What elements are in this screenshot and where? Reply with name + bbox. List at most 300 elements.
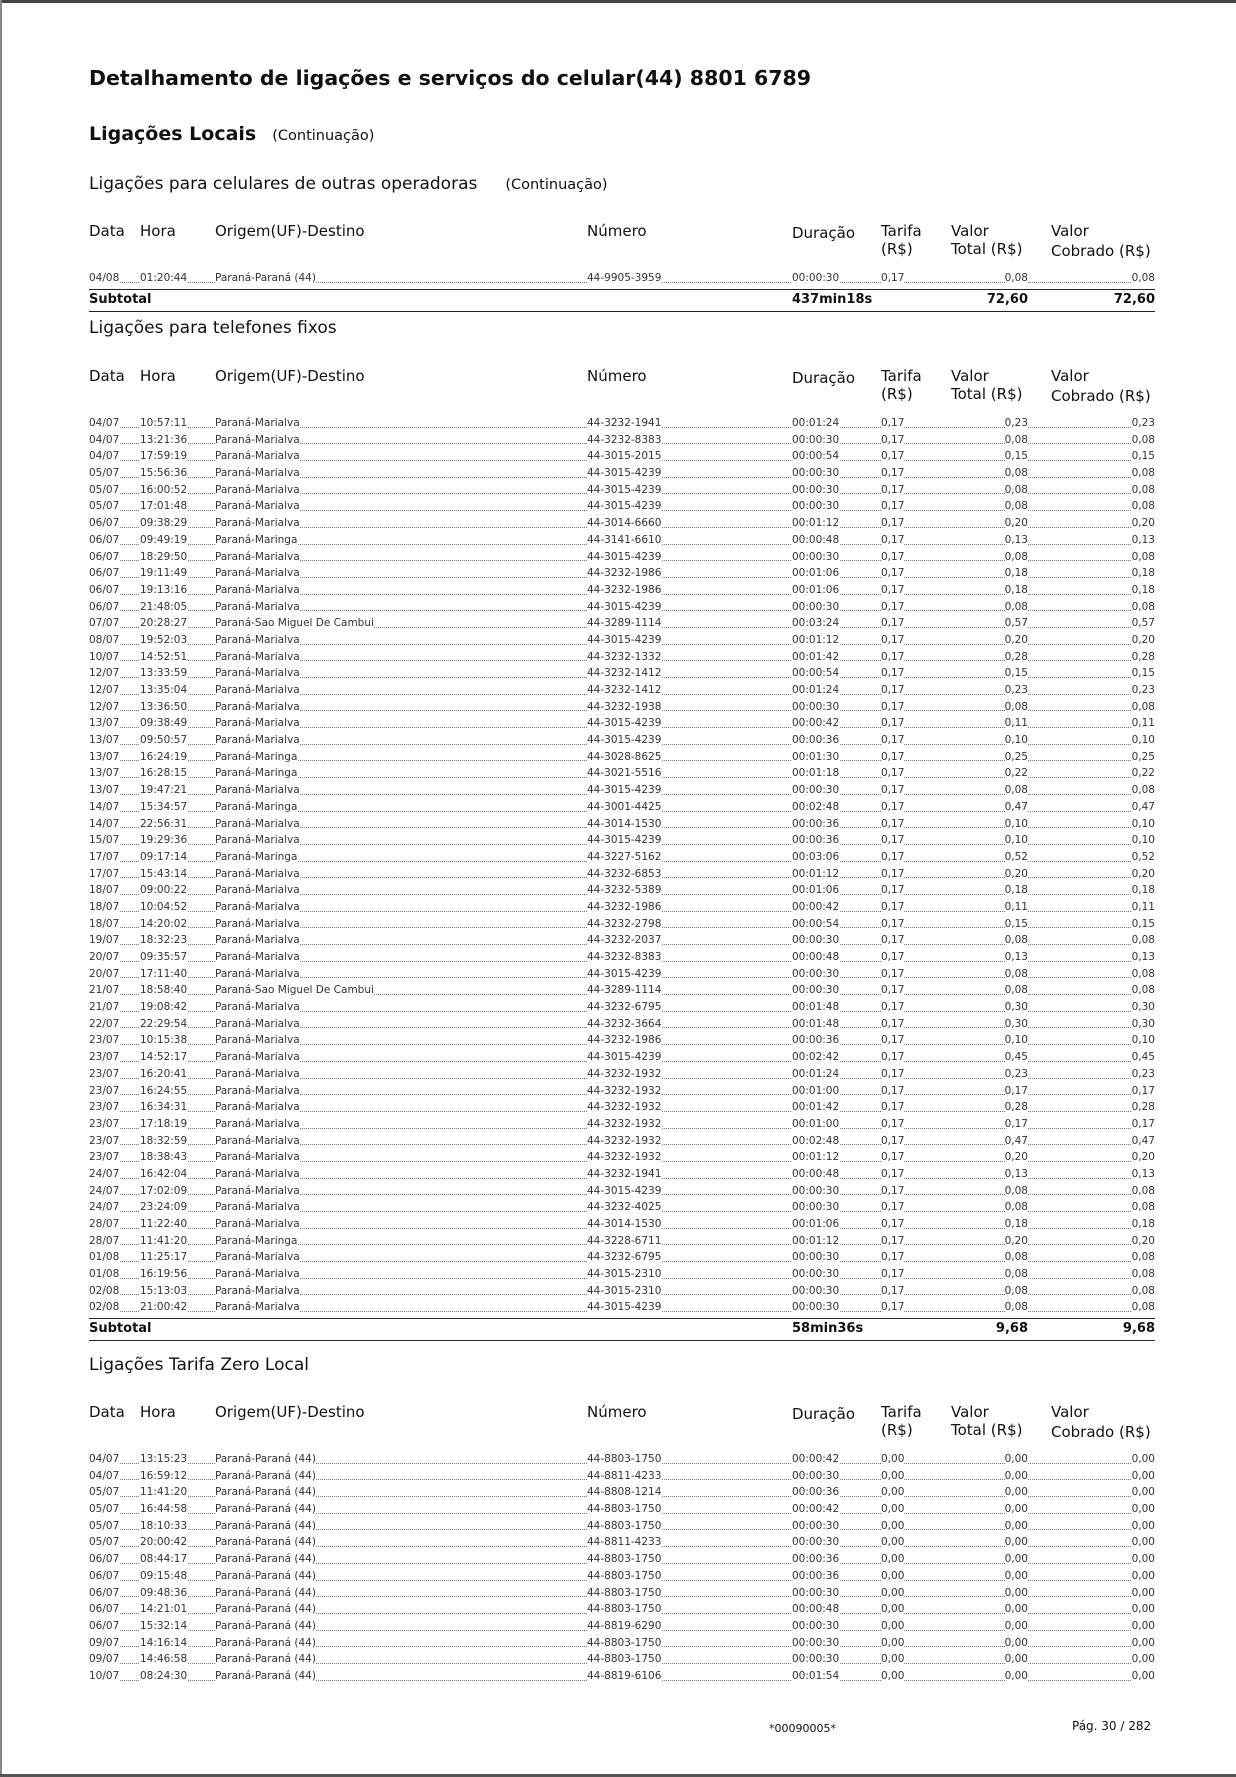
- cell-duracao: 00:02:48: [792, 1134, 840, 1147]
- cell-data: 06/07: [89, 1619, 120, 1632]
- cell-data: 24/07: [89, 1184, 120, 1197]
- cell-duracao: 00:00:30: [792, 1586, 840, 1599]
- cell-data: 05/07: [89, 467, 120, 480]
- cell-numero: 44-3141-6610: [587, 533, 662, 546]
- cell-origem-destino: Paraná-Paraná (44): [215, 1486, 316, 1499]
- cell-valor-cobrado: 0,00: [1131, 1586, 1155, 1599]
- cell-origem-destino: Paraná-Marialva: [215, 784, 300, 797]
- cell-data: 12/07: [89, 700, 120, 713]
- header-valor-total-unit: Total (R$): [951, 1421, 1023, 1439]
- cell-tarifa: 0,17: [881, 984, 905, 997]
- cell-valor-total: 0,23: [1004, 1067, 1028, 1080]
- table-row: [89, 1216, 1155, 1233]
- cell-hora: 09:35:57: [140, 951, 188, 963]
- table-row: [89, 1283, 1155, 1300]
- cell-data: 08/07: [89, 633, 120, 646]
- cell-valor-total: 0,20: [1004, 633, 1028, 646]
- cell-hora: 15:56:36: [140, 467, 188, 480]
- table-row: [89, 1484, 1155, 1501]
- cell-valor-cobrado: 0,15: [1131, 917, 1155, 930]
- cell-duracao: 00:01:30: [792, 750, 840, 763]
- cell-duracao: 00:01:42: [792, 650, 840, 663]
- cell-tarifa: 0,17: [881, 533, 905, 546]
- cell-valor-cobrado: 0,11: [1131, 717, 1155, 730]
- cell-valor-total: 0,00: [1004, 1519, 1028, 1532]
- cell-hora: 11:41:20: [140, 1486, 188, 1499]
- cell-numero: 44-3232-1986: [587, 900, 662, 913]
- cell-hora: 17:18:19: [140, 1117, 188, 1130]
- cell-duracao: 00:03:24: [792, 617, 840, 630]
- cell-valor-cobrado: 0,10: [1131, 734, 1155, 747]
- cell-numero: 44-8803-1750: [587, 1586, 662, 1599]
- cell-valor-cobrado: 0,00: [1131, 1553, 1155, 1566]
- cell-tarifa: 0,17: [881, 834, 905, 847]
- cell-duracao: 00:00:30: [792, 700, 840, 713]
- cell-valor-total: 0,00: [1004, 1469, 1028, 1482]
- cell-hora: 09:38:29: [140, 517, 188, 530]
- header-tarifa-unit: (R$): [881, 1421, 913, 1439]
- cell-valor-total: 0,00: [1004, 1553, 1028, 1566]
- cell-duracao: 00:00:36: [792, 834, 840, 847]
- cell-hora: 16:00:52: [140, 483, 188, 496]
- cell-numero: 44-3232-8383: [587, 951, 662, 963]
- cell-origem-destino: Paraná-Marialva: [215, 900, 300, 913]
- table-row: [89, 699, 1155, 716]
- cell-origem-destino: Paraná-Maringa: [215, 850, 298, 863]
- cell-numero: 44-3232-4025: [587, 1201, 662, 1214]
- cell-tarifa: 0,17: [881, 1184, 905, 1197]
- cell-tarifa: 0,17: [881, 750, 905, 763]
- cell-valor-cobrado: 0,10: [1131, 1034, 1155, 1047]
- cell-numero: 44-3232-1941: [587, 1167, 662, 1180]
- cell-numero: 44-3015-4239: [587, 834, 662, 847]
- cell-valor-total: 0,52: [1004, 850, 1028, 863]
- cell-duracao: 00:00:48: [792, 1603, 840, 1616]
- cell-data: 28/07: [89, 1218, 120, 1230]
- table-row: [89, 1501, 1155, 1518]
- cell-valor-cobrado: 0,30: [1131, 1001, 1155, 1014]
- cell-origem-destino: Paraná-Marialva: [215, 684, 300, 696]
- table-row: [89, 582, 1155, 599]
- cell-tarifa: 0,17: [881, 583, 905, 596]
- cell-valor-cobrado: 0,28: [1131, 650, 1155, 663]
- cell-valor-total: 0,08: [1004, 984, 1028, 997]
- cell-data: 04/07: [89, 433, 120, 446]
- cell-hora: 09:49:19: [140, 533, 188, 546]
- cell-hora: 14:16:14: [140, 1636, 188, 1649]
- cell-hora: 19:52:03: [140, 633, 188, 646]
- cell-origem-destino: Paraná-Marialva: [215, 934, 300, 947]
- table-row: [89, 1468, 1155, 1485]
- cell-numero: 44-3015-2310: [587, 1284, 662, 1297]
- table-row: [89, 749, 1155, 766]
- subtotal-duracao: 58min36s: [792, 1321, 864, 1337]
- cell-tarifa: 0,17: [881, 467, 905, 480]
- cell-numero: 44-9905-3959: [587, 272, 662, 284]
- cell-tarifa: 0,00: [881, 1669, 905, 1682]
- cell-origem-destino: Paraná-Paraná (44): [215, 1553, 316, 1566]
- cell-tarifa: 0,17: [881, 1101, 905, 1114]
- table-row: [89, 682, 1155, 699]
- cell-numero: 44-3015-4239: [587, 967, 662, 980]
- cell-data: 17/07: [89, 867, 120, 880]
- table-header: [89, 222, 1155, 270]
- cell-valor-cobrado: 0,20: [1131, 517, 1155, 530]
- table-row: [89, 448, 1155, 465]
- cell-valor-total: 0,00: [1004, 1636, 1028, 1649]
- cell-origem-destino: Paraná-Marialva: [215, 1067, 300, 1080]
- cell-hora: 18:58:40: [140, 984, 188, 997]
- cell-valor-cobrado: 0,08: [1131, 500, 1155, 513]
- cell-tarifa: 0,00: [881, 1519, 905, 1532]
- cell-origem-destino: Paraná-Marialva: [215, 1134, 300, 1147]
- cell-duracao: 00:00:30: [792, 1519, 840, 1532]
- cell-valor-cobrado: 0,15: [1131, 667, 1155, 680]
- cell-duracao: 00:02:42: [792, 1051, 840, 1064]
- cell-data: 18/07: [89, 884, 120, 897]
- cell-numero: 44-3228-6711: [587, 1234, 662, 1247]
- cell-tarifa: 0,17: [881, 900, 905, 913]
- cell-numero: 44-3289-1114: [587, 984, 662, 997]
- cell-valor-total: 0,00: [1004, 1653, 1028, 1666]
- cell-valor-cobrado: 0,00: [1131, 1469, 1155, 1482]
- section-title-text: Ligações Locais: [89, 123, 257, 145]
- cell-data: 23/07: [89, 1117, 120, 1130]
- cell-origem-destino: Paraná-Marialva: [215, 417, 300, 429]
- table-row: [89, 1618, 1155, 1635]
- cell-numero: 44-3015-4239: [587, 1051, 662, 1064]
- table-row: [89, 1199, 1155, 1216]
- cell-valor-total: 0,00: [1004, 1603, 1028, 1616]
- cell-duracao: 00:00:30: [792, 1251, 840, 1264]
- cell-numero: 44-3232-1332: [587, 650, 662, 663]
- cell-valor-total: 0,57: [1004, 617, 1028, 630]
- cell-origem-destino: Paraná-Marialva: [215, 667, 300, 680]
- cell-valor-total: 0,10: [1004, 834, 1028, 847]
- cell-origem-destino: Paraná-Marialva: [215, 433, 300, 446]
- header-valor-total: Valor: [951, 1403, 989, 1421]
- cell-valor-total: 0,08: [1004, 967, 1028, 980]
- cell-valor-cobrado: 0,00: [1131, 1603, 1155, 1616]
- table-row: [89, 415, 1155, 432]
- table-row: [89, 532, 1155, 549]
- cell-origem-destino: Paraná-Marialva: [215, 1151, 300, 1164]
- cell-valor-cobrado: 0,08: [1131, 1251, 1155, 1264]
- cell-origem-destino: Paraná-Paraná (44): [215, 1519, 316, 1532]
- cell-hora: 18:38:43: [140, 1151, 188, 1164]
- cell-origem-destino: Paraná-Marialva: [215, 1001, 300, 1014]
- cell-valor-cobrado: 0,15: [1131, 450, 1155, 463]
- table-title-tarifa-zero: [89, 1355, 309, 1375]
- cell-tarifa: 0,17: [881, 272, 905, 284]
- cell-tarifa: 0,17: [881, 600, 905, 613]
- cell-hora: 10:15:38: [140, 1034, 188, 1047]
- cell-valor-total: 0,47: [1004, 800, 1028, 813]
- cell-numero: 44-8811-4233: [587, 1536, 662, 1549]
- cell-valor-total: 0,15: [1004, 450, 1028, 463]
- table-row: [89, 1233, 1155, 1250]
- cell-duracao: 00:01:06: [792, 1218, 840, 1230]
- cell-data: 21/07: [89, 1001, 120, 1014]
- cell-hora: 16:44:58: [140, 1503, 188, 1516]
- cell-numero: 44-8803-1750: [587, 1603, 662, 1616]
- cell-data: 12/07: [89, 667, 120, 680]
- cell-origem-destino: Paraná-Paraná (44): [215, 1603, 316, 1616]
- cell-valor-total: 0,08: [1004, 1184, 1028, 1197]
- table-row: [89, 482, 1155, 499]
- header-valor-cobrado: Valor: [1051, 1403, 1089, 1421]
- cell-origem-destino: Paraná-Paraná (44): [215, 1669, 316, 1682]
- cell-duracao: 00:00:36: [792, 1034, 840, 1047]
- cell-hora: 09:17:14: [140, 850, 188, 863]
- cell-data: 19/07: [89, 934, 120, 947]
- cell-hora: 19:47:21: [140, 784, 188, 797]
- cell-hora: 13:15:23: [140, 1453, 188, 1465]
- cell-hora: 15:34:57: [140, 800, 188, 813]
- cell-numero: 44-3232-1941: [587, 417, 662, 429]
- cell-data: 06/07: [89, 583, 120, 596]
- cell-numero: 44-3232-1938: [587, 700, 662, 713]
- table-row: [89, 732, 1155, 749]
- cell-tarifa: 0,17: [881, 417, 905, 429]
- cell-data: 04/08: [89, 272, 120, 284]
- cell-valor-cobrado: 0,18: [1131, 1218, 1155, 1230]
- cell-hora: 10:04:52: [140, 900, 188, 913]
- cell-origem-destino: Paraná-Marialva: [215, 1101, 300, 1114]
- table-row: [89, 849, 1155, 866]
- cell-valor-cobrado: 0,08: [1131, 1301, 1155, 1314]
- cell-tarifa: 0,17: [881, 800, 905, 813]
- cell-valor-cobrado: 0,08: [1131, 1184, 1155, 1197]
- cell-origem-destino: Paraná-Marialva: [215, 467, 300, 480]
- cell-duracao: 00:01:48: [792, 1001, 840, 1014]
- table-row: [89, 932, 1155, 949]
- header-origem: Origem(UF)-Destino: [215, 222, 365, 240]
- cell-tarifa: 0,00: [881, 1553, 905, 1566]
- cell-valor-total: 0,08: [1004, 483, 1028, 496]
- cell-data: 06/07: [89, 1603, 120, 1616]
- cell-numero: 44-3289-1114: [587, 617, 662, 630]
- cell-origem-destino: Paraná-Paraná (44): [215, 1503, 316, 1516]
- cell-tarifa: 0,17: [881, 1167, 905, 1180]
- cell-valor-total: 0,08: [1004, 433, 1028, 446]
- cell-valor-total: 0,11: [1004, 717, 1028, 730]
- cell-duracao: 00:02:48: [792, 800, 840, 813]
- table-row: [89, 649, 1155, 666]
- cell-origem-destino: Paraná-Marialva: [215, 867, 300, 880]
- cell-data: 24/07: [89, 1167, 120, 1180]
- cell-duracao: 00:00:36: [792, 734, 840, 747]
- cell-valor-total: 0,00: [1004, 1569, 1028, 1582]
- cell-numero: 44-3232-1932: [587, 1101, 662, 1114]
- table-row: [89, 816, 1155, 833]
- cell-origem-destino: Paraná-Marialva: [215, 1284, 300, 1297]
- cell-data: 10/07: [89, 1669, 120, 1682]
- cell-hora: 15:43:14: [140, 867, 188, 880]
- header-duracao: Duração: [792, 369, 856, 387]
- cell-valor-total: 0,30: [1004, 1017, 1028, 1030]
- cell-tarifa: 0,00: [881, 1536, 905, 1549]
- cell-valor-cobrado: 0,00: [1131, 1669, 1155, 1682]
- cell-hora: 19:11:49: [140, 567, 188, 580]
- cell-numero: 44-3232-1932: [587, 1117, 662, 1130]
- cell-valor-cobrado: 0,52: [1131, 850, 1155, 863]
- cell-valor-cobrado: 0,10: [1131, 817, 1155, 830]
- cell-numero: 44-3015-4239: [587, 734, 662, 747]
- cell-valor-total: 0,08: [1004, 1301, 1028, 1314]
- cell-duracao: 00:00:30: [792, 500, 840, 513]
- cell-numero: 44-3232-2037: [587, 934, 662, 947]
- cell-hora: 09:00:22: [140, 884, 188, 897]
- cell-hora: 14:52:51: [140, 650, 188, 663]
- table-row: [89, 565, 1155, 582]
- cell-valor-total: 0,00: [1004, 1453, 1028, 1465]
- cell-origem-destino: Paraná-Paraná (44): [215, 1619, 316, 1632]
- table-row: [89, 665, 1155, 682]
- cell-duracao: 00:00:42: [792, 900, 840, 913]
- cell-numero: 44-3014-1530: [587, 817, 662, 830]
- table-row: [89, 1299, 1155, 1316]
- cell-origem-destino: Paraná-Sao Miguel De Cambui: [215, 617, 374, 630]
- cell-data: 05/07: [89, 1536, 120, 1549]
- table-row: [89, 1534, 1155, 1551]
- cell-valor-cobrado: 0,08: [1131, 1201, 1155, 1214]
- cell-origem-destino: Paraná-Marialva: [215, 600, 300, 613]
- table-row: [89, 1568, 1155, 1585]
- cell-data: 23/07: [89, 1034, 120, 1047]
- header-valor-cobrado: Valor: [1051, 367, 1089, 385]
- cell-valor-cobrado: 0,08: [1131, 934, 1155, 947]
- cell-valor-cobrado: 0,00: [1131, 1569, 1155, 1582]
- table-row: [89, 1551, 1155, 1568]
- cell-numero: 44-3028-8625: [587, 750, 662, 763]
- cell-valor-cobrado: 0,08: [1131, 1284, 1155, 1297]
- cell-tarifa: 0,00: [881, 1653, 905, 1666]
- cell-origem-destino: Paraná-Paraná (44): [215, 1453, 316, 1465]
- cell-valor-total: 0,18: [1004, 567, 1028, 580]
- header-valor-total-unit: Total (R$): [951, 240, 1023, 258]
- cell-valor-total: 0,10: [1004, 734, 1028, 747]
- cell-tarifa: 0,17: [881, 684, 905, 696]
- cell-tarifa: 0,00: [881, 1569, 905, 1582]
- cell-hora: 11:22:40: [140, 1218, 188, 1230]
- cell-valor-total: 0,20: [1004, 867, 1028, 880]
- cell-duracao: 00:00:36: [792, 1486, 840, 1499]
- cell-duracao: 00:00:30: [792, 967, 840, 980]
- cell-duracao: 00:01:12: [792, 633, 840, 646]
- table-row: [89, 949, 1155, 966]
- scan-frame-left: [0, 0, 2, 1777]
- cell-duracao: 00:01:18: [792, 767, 840, 780]
- cell-valor-total: 0,08: [1004, 500, 1028, 513]
- header-valor-cobrado-unit: Cobrado (R$): [1051, 387, 1151, 405]
- cell-valor-cobrado: 0,17: [1131, 1117, 1155, 1130]
- cell-hora: 10:57:11: [140, 417, 188, 429]
- cell-valor-total: 0,08: [1004, 1251, 1028, 1264]
- cell-hora: 14:21:01: [140, 1603, 188, 1616]
- cell-duracao: 00:01:24: [792, 1067, 840, 1080]
- cell-tarifa: 0,17: [881, 567, 905, 580]
- table-row: [89, 1133, 1155, 1150]
- cell-duracao: 00:00:30: [792, 1284, 840, 1297]
- cell-origem-destino: Paraná-Marialva: [215, 500, 300, 513]
- cell-tarifa: 0,17: [881, 1117, 905, 1130]
- cell-tarifa: 0,17: [881, 784, 905, 797]
- cell-data: 14/07: [89, 817, 120, 830]
- table-row: [89, 1083, 1155, 1100]
- cell-tarifa: 0,17: [881, 1001, 905, 1014]
- cell-tarifa: 0,00: [881, 1486, 905, 1499]
- cell-duracao: 00:00:36: [792, 1569, 840, 1582]
- cell-origem-destino: Paraná-Marialva: [215, 1051, 300, 1064]
- cell-tarifa: 0,17: [881, 1234, 905, 1247]
- table-row: [89, 270, 1155, 287]
- table-row: [89, 632, 1155, 649]
- cell-origem-destino: Paraná-Marialva: [215, 734, 300, 747]
- cell-hora: 09:50:57: [140, 734, 188, 747]
- cell-valor-total: 0,23: [1004, 684, 1028, 696]
- cell-valor-cobrado: 0,23: [1131, 684, 1155, 696]
- cell-duracao: 00:00:30: [792, 934, 840, 947]
- cell-hora: 01:20:44: [140, 272, 188, 284]
- cell-origem-destino: Paraná-Marialva: [215, 1034, 300, 1047]
- cell-data: 09/07: [89, 1636, 120, 1649]
- subtotal-label: Subtotal: [89, 291, 152, 307]
- header-data: Data: [89, 222, 125, 240]
- cell-tarifa: 0,17: [881, 1268, 905, 1281]
- cell-duracao: 00:00:30: [792, 483, 840, 496]
- cell-tarifa: 0,00: [881, 1619, 905, 1632]
- cell-valor-cobrado: 0,00: [1131, 1619, 1155, 1632]
- cell-duracao: 00:01:24: [792, 684, 840, 696]
- cell-valor-total: 0,20: [1004, 1234, 1028, 1247]
- cell-duracao: 00:00:54: [792, 917, 840, 930]
- header-valor-total: Valor: [951, 367, 989, 385]
- cell-origem-destino: Paraná-Paraná (44): [215, 1569, 316, 1582]
- cell-numero: 44-3015-4239: [587, 467, 662, 480]
- cell-tarifa: 0,17: [881, 483, 905, 496]
- cell-origem-destino: Paraná-Sao Miguel De Cambui: [215, 984, 374, 997]
- cell-valor-cobrado: 0,13: [1131, 533, 1155, 546]
- cell-valor-total: 0,18: [1004, 583, 1028, 596]
- cell-tarifa: 0,17: [881, 767, 905, 780]
- table-row: [89, 966, 1155, 983]
- cell-numero: 44-8803-1750: [587, 1453, 662, 1465]
- cell-data: 01/08: [89, 1268, 120, 1281]
- cell-numero: 44-3021-5516: [587, 767, 662, 780]
- cell-duracao: 00:01:06: [792, 884, 840, 897]
- cell-valor-cobrado: 0,08: [1131, 984, 1155, 997]
- subtotal-valor-total: 72,60: [986, 291, 1028, 307]
- cell-valor-total: 0,18: [1004, 1218, 1028, 1230]
- cell-duracao: 00:01:12: [792, 1151, 840, 1164]
- table-row: [89, 1249, 1155, 1266]
- cell-valor-total: 0,00: [1004, 1503, 1028, 1516]
- table-row: [89, 1032, 1155, 1049]
- table-row: [89, 1183, 1155, 1200]
- cell-valor-cobrado: 0,10: [1131, 834, 1155, 847]
- table-header: [89, 1403, 1155, 1451]
- header-numero: Número: [587, 1403, 647, 1421]
- cell-duracao: 00:01:24: [792, 417, 840, 429]
- cell-valor-cobrado: 0,23: [1131, 1067, 1155, 1080]
- cell-numero: 44-8803-1750: [587, 1503, 662, 1516]
- cell-origem-destino: Paraná-Marialva: [215, 834, 300, 847]
- cell-valor-cobrado: 0,57: [1131, 617, 1155, 630]
- cell-valor-cobrado: 0,20: [1131, 633, 1155, 646]
- cell-valor-total: 0,00: [1004, 1586, 1028, 1599]
- cell-hora: 15:32:14: [140, 1619, 188, 1632]
